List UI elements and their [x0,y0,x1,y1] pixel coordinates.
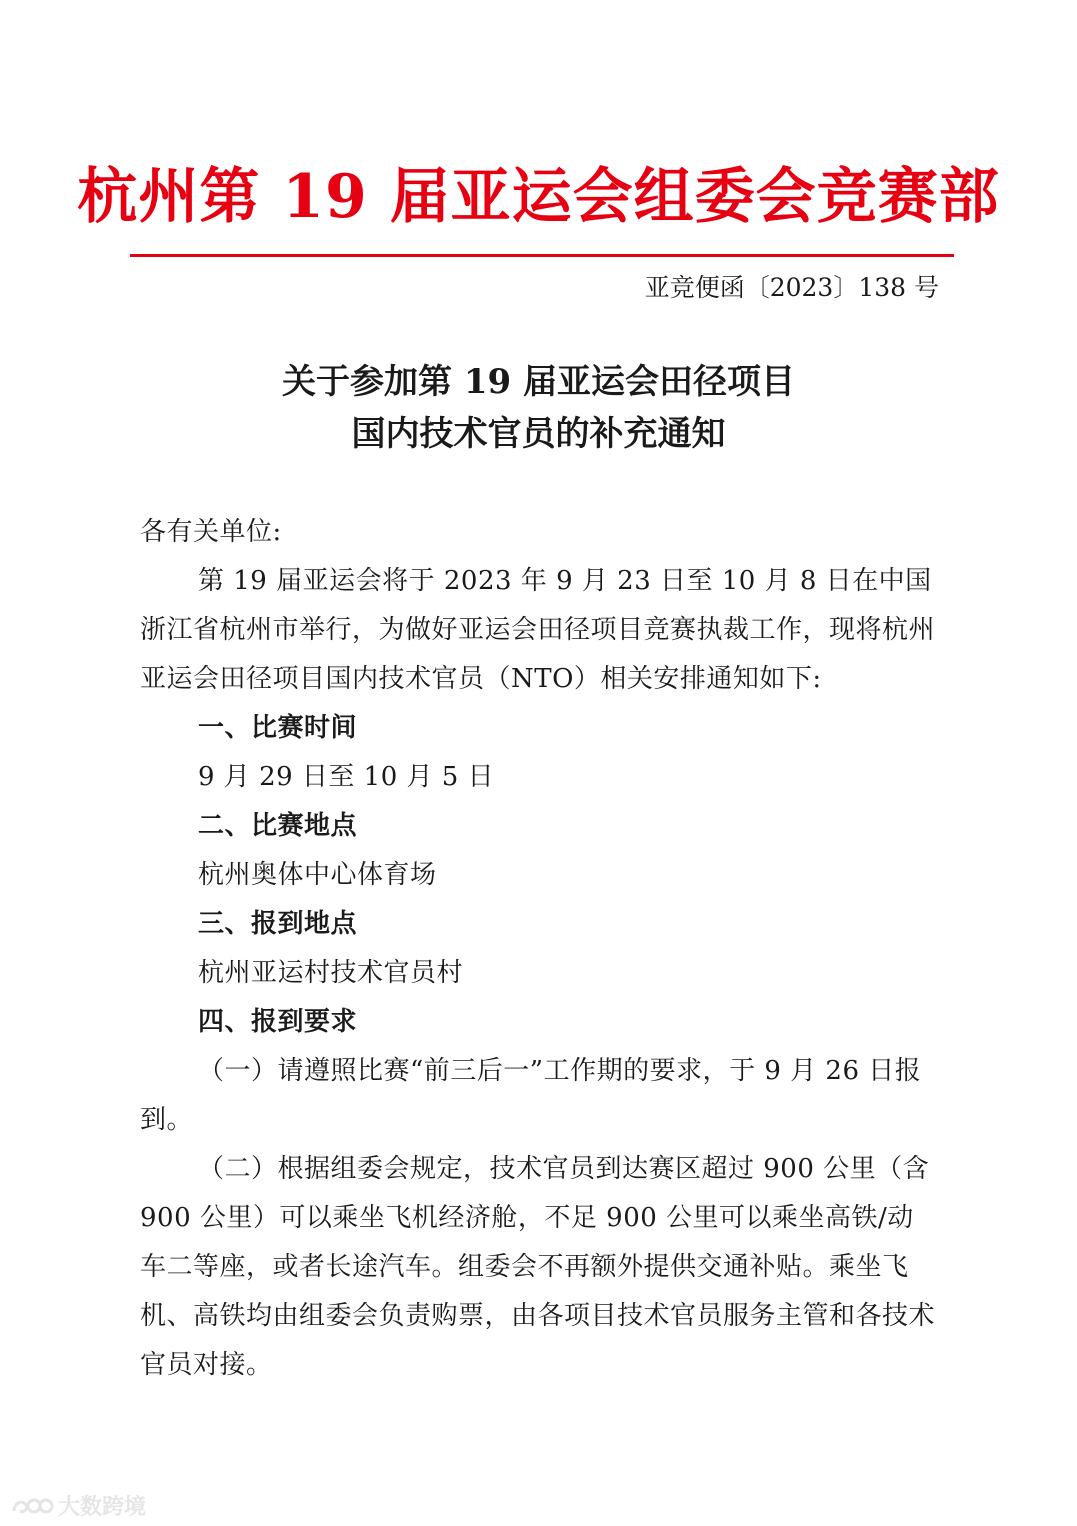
section-heading-check-in-location: 三、报到地点 [198,909,358,939]
check-in-location: 杭州亚运村技术官员村 [198,958,464,988]
notice-body [140,508,940,1390]
intro-paragraph: 第 19 届亚运会将于 2023 年 9 月 23 日至 10 月 8 日在中国浙江省杭州市举行，为做好亚运会田径项目竞赛执裁工作，现将杭州亚运会田径项目国内技术官员（NTO）相关安排通知如下: [140,566,936,694]
watermark-text: 大数跨境 [58,1495,147,1520]
section-heading-competition-time: 一、比赛时间 [198,713,358,743]
section-heading-check-in-requirements: 四、报到要求 [198,1007,358,1037]
watermark [10,1490,146,1521]
requirement-item-2: （二）根据组委会规定，技术官员到达赛区超过 900 公里（含 900 公里）可以乘坐飞机经济舱，不足 900 公里可以乘坐高铁/动车二等座，或者长途汽车。组委会不再额外提供交通补贴。乘坐飞机、高铁均由组委会负责购票，由各项目技术官员服务主管和各技术官员对接。 [140,1154,936,1380]
document-number: 亚竞便函〔2023〕138 号 [644,273,939,302]
salutation: 各有关单位: [140,517,282,547]
section-heading-venue: 二、比赛地点 [198,811,358,841]
red-header-rule [130,254,954,257]
competition-dates: 9 月 29 日至 10 月 5 日 [198,762,495,792]
notice-title [0,356,1077,460]
requirement-item-1: （一）请遵照比赛“前三后一”工作期的要求，于 9 月 26 日报到。 [140,1056,922,1135]
issuing-organization-title: 杭州第 19 届亚运会组委会竞赛部 [77,162,1000,232]
notice-title-line-1: 关于参加第 19 届亚运会田径项目 [282,362,795,402]
competition-venue: 杭州奥体中心体育场 [198,860,437,890]
notice-title-line-2: 国内技术官员的补充通知 [351,414,726,454]
ocean-logo-icon [10,1495,54,1517]
